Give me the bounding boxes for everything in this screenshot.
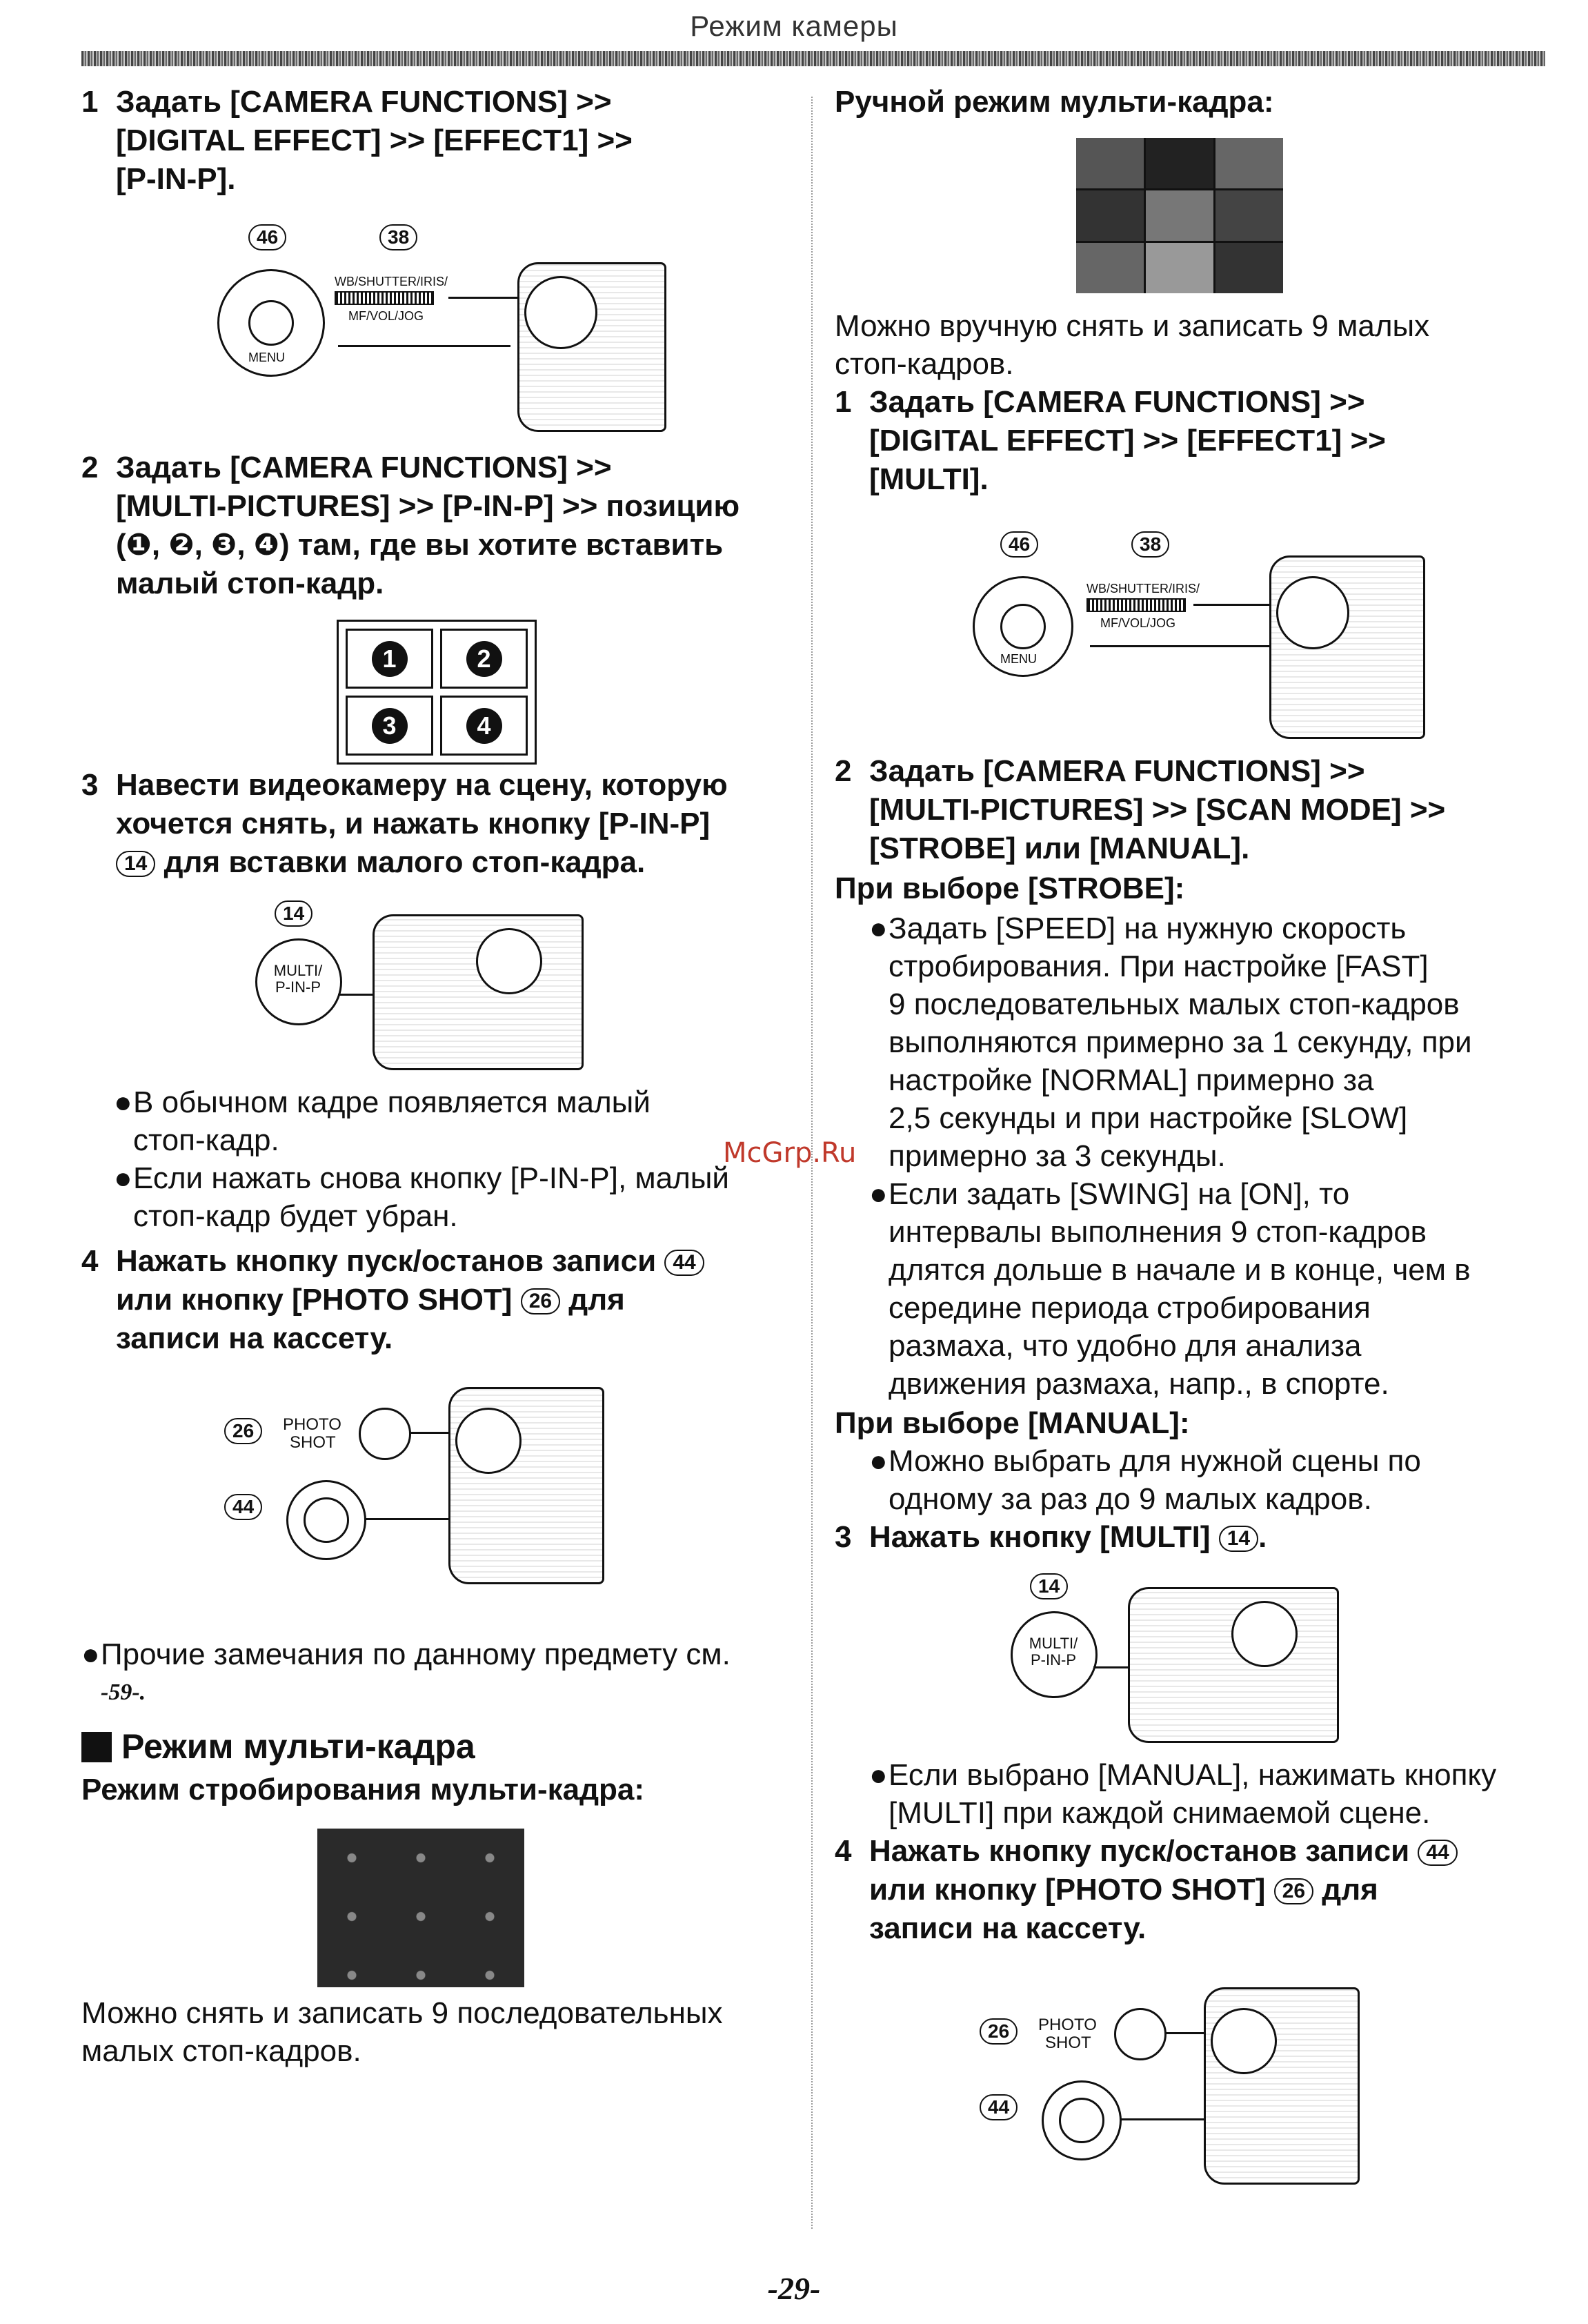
ref-number-label: 14 [275, 900, 312, 927]
step-line: Нажать кнопку пуск/останов записи [116, 1244, 657, 1278]
step-line: Навести видеокамеру на сцену, которую [116, 768, 728, 802]
viewfinder-icon [455, 1408, 522, 1474]
step-number: 3 [81, 768, 99, 802]
grid-cell-1: 1 [346, 629, 433, 689]
page-number: -29- [767, 2271, 821, 2306]
step-line: записи на кассету. [869, 1911, 1147, 1945]
right-step-3: 3 Нажать кнопку [MULTI] 14 . [835, 1518, 1566, 1559]
step-number: 4 [835, 1834, 852, 1868]
button-label: MULTI/ [273, 962, 323, 979]
step-line: (❶, ❷, ❸, ❹) там, где вы хотите вставить [116, 528, 724, 562]
paragraph: Можно снять и записать 9 последовательных малых стоп-кадров. [81, 1996, 723, 2068]
left-step-4: 4 Нажать кнопку пуск/останов записи 44 или кнопку [PHOTO SHOT] 26 для записи на кассету. [81, 1242, 813, 1359]
camera-icon [373, 914, 584, 1070]
menu-label: MENU [1000, 652, 1037, 666]
manual-mode-preview-image [1076, 138, 1283, 293]
shot-label: SHOT [1045, 2034, 1091, 2052]
ref-number-label: 44 [664, 1250, 704, 1276]
step-line: записи на кассету. [116, 1321, 393, 1355]
menu-button-icon [1000, 604, 1046, 649]
step-number: 4 [81, 1244, 99, 1278]
grid-cell-2: 2 [440, 629, 528, 689]
viewfinder-icon [1276, 576, 1349, 649]
step-line: Задать [CAMERA FUNCTIONS] >> [116, 451, 612, 484]
header-divider [81, 51, 1545, 66]
record-buttons-illustration [976, 1980, 1362, 2187]
multi-button-illustration [1011, 1573, 1342, 1746]
dial-label-2: MF/VOL/JOG [348, 309, 424, 323]
bullet-item: ● Задать [SPEED] на нужную скорость стробирования. При настройке [FAST] 9 последовательных малых стоп-кадров выполняются примерно за 1 секунду, при настройке [NORMAL] примерно за 2,5 секунды и при настройке [SLOW] примерно за 3 секунды. [869, 912, 1472, 1173]
menu-dial-illustration [214, 221, 669, 435]
ref-number-label: 38 [379, 224, 417, 250]
ref-number-label: 14 [1030, 1573, 1068, 1599]
viewfinder-icon [1231, 1601, 1298, 1667]
menu-label: MENU [248, 351, 285, 364]
left-step-2 [81, 449, 799, 607]
section-heading: Режим мульти-кадра [81, 1725, 771, 1769]
left-step-1 [81, 83, 799, 200]
step-line: или кнопку [PHOTO SHOT] [116, 1283, 513, 1317]
jog-switch-icon [335, 291, 434, 305]
section-marker-icon [81, 1732, 112, 1762]
step-number: 1 [81, 85, 99, 119]
bullet-item: ● Прочие замечания по данному предмету см. -59-. [81, 1635, 806, 1711]
subsection-heading: При выборе [STROBE]: [835, 872, 1185, 905]
right-step-4: 4 Нажать кнопку пуск/останов записи 44 или кнопку [PHOTO SHOT] 26 для записи на кассету. [835, 1832, 1566, 1949]
ref-number-label: 14 [1219, 1526, 1258, 1552]
grid-cell-3: 3 [346, 696, 433, 756]
pinp-button-illustration [255, 900, 586, 1073]
step-line: [DIGITAL EFFECT] >> [EFFECT1] >> [116, 124, 633, 157]
page-reference: -59-. [101, 1680, 146, 1705]
ref-number-label: 44 [1418, 1840, 1457, 1866]
subsection-heading: Режим стробирования мульти-кадра: [81, 1773, 645, 1806]
photo-label: PHOTO [1038, 2016, 1097, 2034]
ref-number-label: 26 [1274, 1878, 1313, 1904]
ref-number-label: 46 [248, 224, 286, 250]
step-line: Задать [CAMERA FUNCTIONS] >> [869, 754, 1365, 788]
step-line: Задать [CAMERA FUNCTIONS] >> [116, 85, 612, 119]
photo-shot-button-icon [1114, 2008, 1167, 2060]
watermark: McGrp.Ru [723, 1137, 857, 1169]
ref-number-label: 26 [224, 1418, 262, 1444]
button-label: MULTI/ [1029, 1635, 1078, 1652]
shot-label: SHOT [290, 1433, 336, 1452]
step-line: [P-IN-P]. [116, 162, 236, 196]
dial-label: WB/SHUTTER/IRIS/ [335, 275, 448, 288]
ref-number-label: 26 [980, 2018, 1018, 2045]
strobe-mode-preview-image [317, 1829, 524, 1987]
bullet-item: ● Можно выбрать для нужной сцены по одному за раз до 9 малых кадров. [869, 1444, 1421, 1516]
step-number: 2 [835, 754, 852, 788]
step-line: [MULTI-PICTURES] >> [SCAN MODE] >> [869, 793, 1446, 827]
bullet-item: ● В обычном кадре появляется малый стоп-кадр. [114, 1085, 651, 1157]
bullet-item: ● Если задать [SWING] на [ON], то интервалы выполнения 9 стоп-кадров длятся дольше в начале и в конце, чем в середине периода стробирования размаха, что удобно для анализа движения размаха, напр., в спорте. [869, 1177, 1471, 1401]
step-line: [DIGITAL EFFECT] >> [EFFECT1] >> [869, 424, 1386, 457]
right-step-2 [835, 752, 1566, 869]
viewfinder-icon [524, 276, 597, 349]
step-line: [STROBE] или [MANUAL]. [869, 831, 1250, 865]
step-line: Нажать кнопку пуск/останов записи [869, 1834, 1410, 1868]
viewfinder-icon [476, 928, 542, 994]
ref-number-label: 26 [521, 1288, 560, 1314]
menu-button-icon [248, 300, 294, 346]
subsection-heading: Ручной режим мульти-кадра: [835, 85, 1274, 119]
subsection-heading: При выборе [MANUAL]: [835, 1406, 1190, 1440]
grid-cell-4: 4 [440, 696, 528, 756]
step-line: [MULTI]. [869, 462, 989, 496]
position-grid [337, 620, 537, 765]
page-header-title: Режим камеры [690, 10, 898, 42]
photo-shot-button-icon [359, 1408, 411, 1460]
step-line: Задать [CAMERA FUNCTIONS] >> [869, 385, 1365, 419]
step-line: Нажать кнопку [MULTI] [869, 1520, 1211, 1554]
menu-dial-illustration [973, 528, 1428, 742]
step-line: [MULTI-PICTURES] >> [P-IN-P] >> позицию [116, 489, 740, 523]
ref-number-label: 46 [1000, 531, 1038, 558]
step-line: для вставки малого стоп-кадра. [163, 845, 646, 879]
camera-icon [1128, 1587, 1339, 1743]
bullet-item: ● Если выбрано [MANUAL], нажимать кнопку [MULTI] при каждой снимаемой сцене. [869, 1758, 1497, 1830]
step-line: хочется снять, и нажать кнопку [P-IN-P] [116, 807, 711, 840]
ref-number-label: 44 [980, 2094, 1018, 2120]
dial-label-2: MF/VOL/JOG [1100, 616, 1176, 630]
button-label: P-IN-P [1031, 1651, 1076, 1668]
ref-number-label: 14 [116, 851, 155, 877]
jog-switch-icon [1086, 598, 1186, 612]
step-number: 2 [81, 451, 99, 484]
button-label: P-IN-P [275, 978, 321, 996]
step-number: 3 [835, 1520, 852, 1554]
ref-number-label: 38 [1131, 531, 1169, 558]
photo-label: PHOTO [283, 1415, 341, 1434]
ref-number-label: 44 [224, 1494, 262, 1520]
step-line: малый стоп-кадр. [116, 567, 384, 600]
bullet-item: ● Если нажать снова кнопку [P-IN-P], малый стоп-кадр будет убран. [114, 1161, 729, 1233]
right-step-1 [835, 383, 1566, 500]
step-number: 1 [835, 385, 852, 419]
record-buttons-illustration [221, 1380, 607, 1587]
step-line: или кнопку [PHOTO SHOT] [869, 1873, 1266, 1907]
dial-label: WB/SHUTTER/IRIS/ [1086, 582, 1200, 595]
left-step-3 [81, 766, 813, 883]
paragraph: Можно вручную снять и записать 9 малых стоп-кадров. [835, 309, 1430, 381]
viewfinder-icon [1211, 2008, 1277, 2074]
